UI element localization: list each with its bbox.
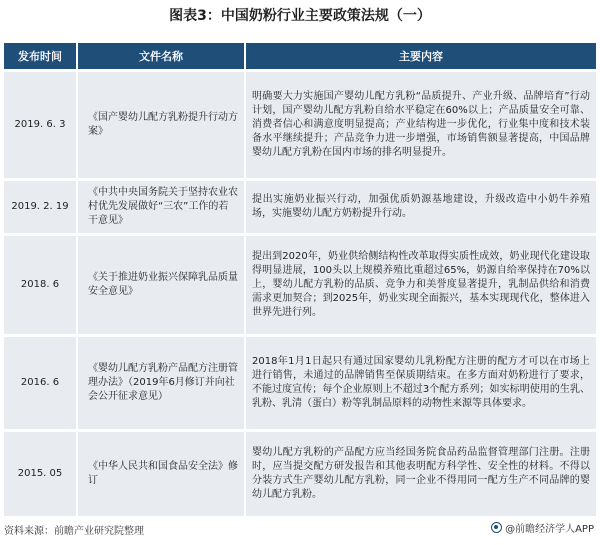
chart-title: 图表3：中国奶粉行业主要政策法规（一） [169,8,431,24]
brand-label: @前瞻经济学人APP [505,524,594,535]
row-content: 明确要大力实施国产婴幼儿配方乳粉“品质提升、产业升级、品牌培育”行动计划，国产婴幼儿配方乳粉自给水平稳定在60%以上；产品质量安全可靠、消费者信心和满意度明显提高；产业结构进一步优化，行业集中度和技术装备水平继续提升；产品竞争力进一步增强，市场销售额显著提高，中国品牌婴幼儿配方乳粉在国内市场的排名明显提升。 [244,72,596,178]
row-doc: 《中华人民共和国食品安全法》修订 [76,432,244,516]
row-doc: 《关于推进奶业振兴保障乳品质量安全意见》 [76,236,244,334]
row-doc: 《婴幼儿配方乳粉产品配方注册管理办法》（2019年6月修订并向社会公开征求意见） [76,337,244,429]
row-doc: 《中共中央国务院关于坚持农业农村优先发展做好“三农”工作的若干意见》 [76,181,244,233]
header-content: 主要内容 [244,43,596,69]
row-date: 2016. 6 [4,337,76,429]
header-doc: 文件名称 [76,43,244,69]
table-row [4,432,596,516]
table-row [4,72,596,178]
row-content: 2018年1月1日起只有通过国家婴幼儿乳粉配方注册的配方才可以在市场上进行销售，未通过的品牌销售至保质期结束。在多方面对奶粉进行了要求，不能过度宣传；每个企业原则上不超过3个配方系列；如实标明使用的生乳、乳粉、乳清（蛋白）粉等乳制品原料的动物性来源等具体要求。 [244,337,596,429]
row-date: 2019. 2. 19 [4,181,76,233]
header-date: 发布时间 [4,43,76,69]
table-header-row [4,43,596,69]
row-content: 婴幼儿配方乳粉的产品配方应当经国务院食品药品监督管理部门注册。注册时，应当提交配方研发报告和其他表明配方科学性、安全性的材料。不得以分装方式生产婴幼儿配方乳粉，同一企业不得用同一配方生产不同品牌的婴幼儿配方乳粉。 [244,432,596,516]
table-row [4,337,596,429]
row-content: 提出实施奶业振兴行动，加强优质奶源基地建设，升级改造中小奶牛养殖场，实施婴幼儿配方奶粉提升行动。 [244,181,596,233]
row-content: 提出到2020年，奶业供给侧结构性改革取得实质性成效，奶业现代化建设取得明显进展，100头以上规模养殖比重超过65%，奶源自给率保持在70%以上，婴幼儿配方乳粉的品质、竞争力和美誉度显著提升，乳制品供给和消费需求更加契合；到2025年，奶业实现全面振兴，基本实现现代化，整体进入世界先进行列。 [244,236,596,334]
source-note: 资料来源：前瞻产业研究院整理 [4,526,144,537]
table-row [4,181,596,233]
table-row [4,236,596,334]
row-date: 2019. 6. 3 [4,72,76,178]
row-date: 2015. 05 [4,432,76,516]
row-doc: 《国产婴幼儿配方乳粉提升行动方案》 [76,72,244,178]
row-date: 2018. 6 [4,236,76,334]
brand-credit [491,520,594,535]
policy-table [4,40,596,519]
brand-logo-icon [491,522,502,533]
